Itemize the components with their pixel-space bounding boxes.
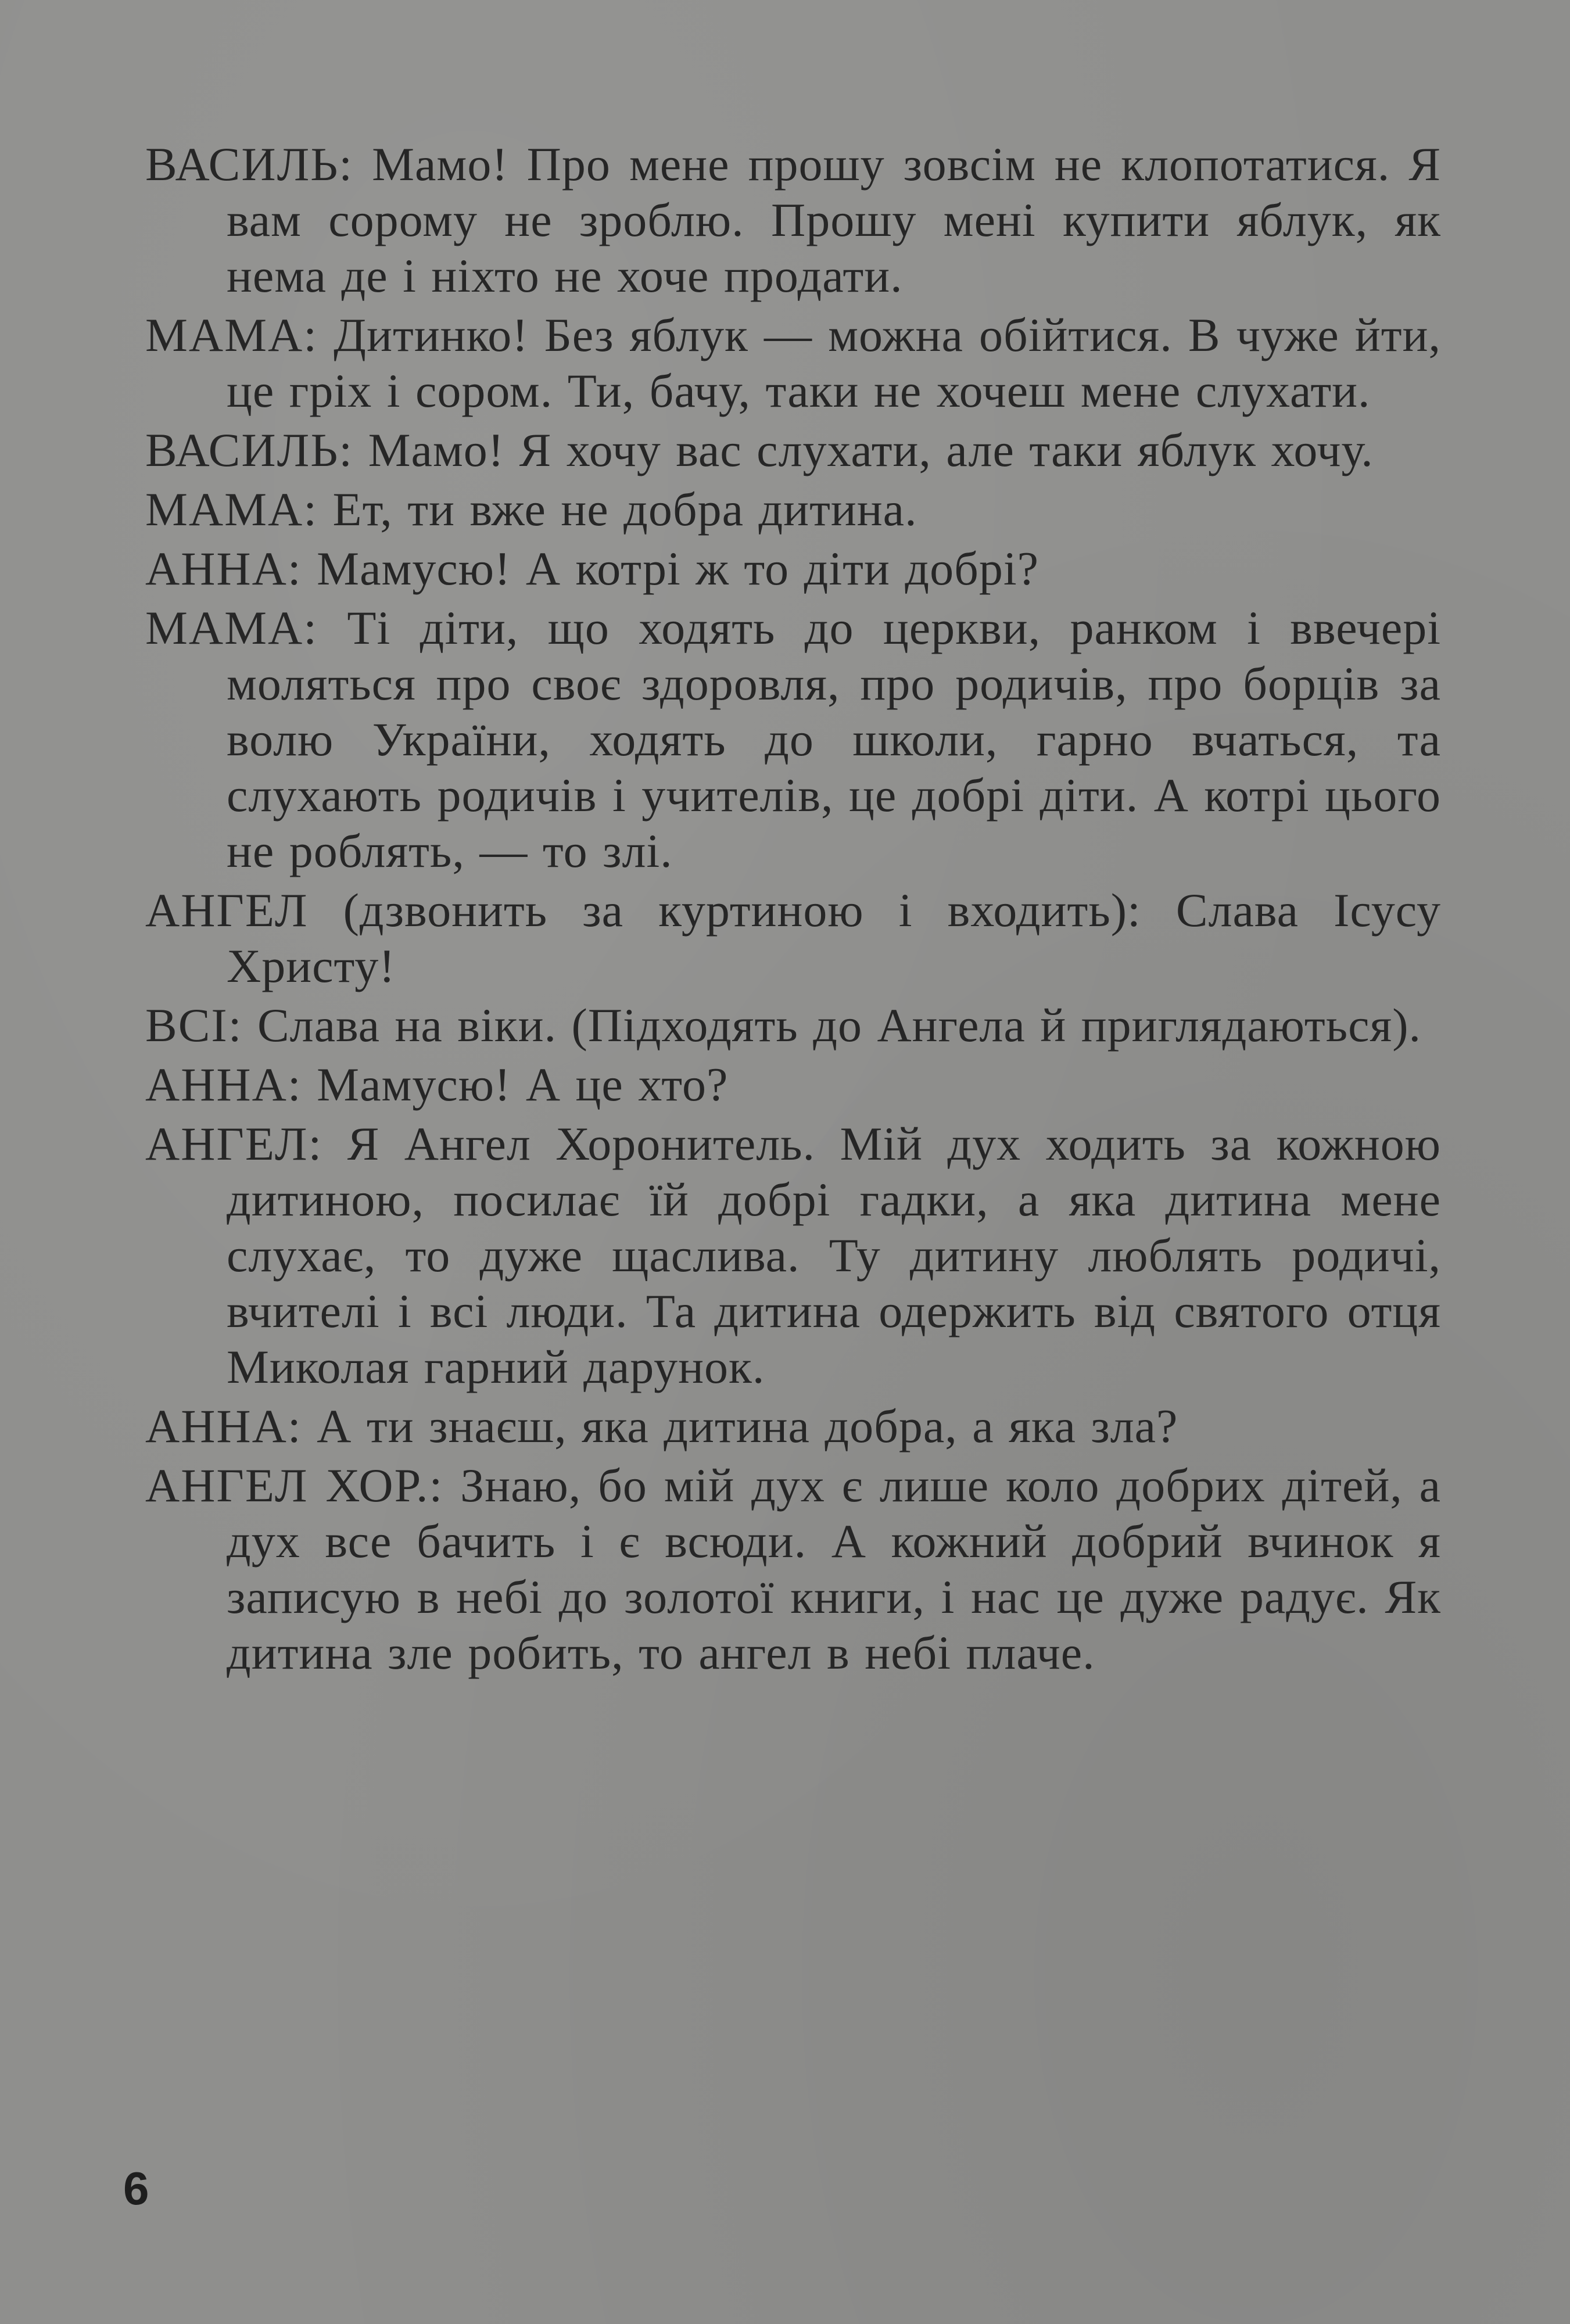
- speech-text: Мамусю! А це хто?: [317, 1058, 729, 1111]
- speaker-name: ВСІ:: [145, 999, 243, 1052]
- speech-anna-2: [145, 1057, 1441, 1113]
- speech-text: Ет, ти вже не добра дитина.: [332, 483, 917, 536]
- speaker-name: МАМА:: [145, 483, 318, 536]
- speech-anna-1: [145, 541, 1441, 597]
- speaker-name: ВАСИЛЬ:: [145, 424, 354, 476]
- play-text: [145, 137, 1441, 1684]
- speech-text: Слава на віки. (Підходять до Ангела й приглядаються).: [257, 999, 1422, 1052]
- speech-mama-3: [145, 600, 1441, 879]
- speech-text: Мамо! Я хочу вас слухати, але таки яблук хочу.: [368, 424, 1374, 476]
- speech-text: Мамо! Про мене прошу зовсім не клопотатися. Я вам сорому не зроблю. Прошу мені купити яблук, як нема де і ніхто не хоче продати.: [227, 138, 1442, 302]
- speech-text: Я Ангел Хоронитель. Мій дух ходить за кожною дитиною, посилає їй добрі гадки, а яка дитина мене слухає, то дуже щаслива. Ту дитину люблять родичі, вчителі і всі люди. Та дитина одержить від святого отця Миколая гарний дарунок.: [227, 1117, 1442, 1393]
- speaker-name: АННА:: [145, 1058, 302, 1111]
- speech-text: Дитинко! Без яблук — можна обійтися. В чуже йти, це гріх і сором. Ти, бачу, таки не хочеш мене слухати.: [227, 309, 1441, 417]
- speaker-name: АННА:: [145, 1400, 302, 1452]
- speech-text: А ти знаєш, яка дитина добра, а яка зла?: [317, 1400, 1178, 1452]
- speech-mama-2: [145, 482, 1441, 537]
- speaker-name: АНГЕЛ: [145, 884, 309, 937]
- speaker-name: МАМА:: [145, 601, 318, 654]
- speaker-name: МАМА:: [145, 309, 318, 361]
- speaker-name: АННА:: [145, 542, 302, 595]
- speech-vasyl-2: [145, 422, 1441, 478]
- speaker-name: ВАСИЛЬ:: [145, 138, 354, 191]
- speaker-name: АНГЕЛ:: [145, 1117, 323, 1170]
- speech-anna-3: [145, 1398, 1441, 1454]
- speech-text: Мамусю! А котрі ж то діти добрі?: [317, 542, 1039, 595]
- speech-text: Ті діти, що ходять до церкви, ранком і ввечері моляться про своє здоровля, про родичів, про борців за волю України, ходять до школи, гарно вчаться, та слухають родичів і учителів, це добрі діти. А котрі цього не роблять, — то злі.: [227, 601, 1441, 877]
- speech-text: Знаю, бо мій дух є лише коло добрих дітей, а дух все бачить і є всюди. А кожний добрий вчинок я записую в небі до золотої книги, і нас це дуже радує. Як дитина зле робить, то ангел в небі плаче.: [227, 1459, 1441, 1679]
- speech-mama-1: [145, 307, 1441, 419]
- speech-text: (дзвонить за куртиною і входить): Слава Ісусу Христу!: [227, 884, 1442, 992]
- speech-vasyl-1: [145, 137, 1441, 304]
- speech-angel-1: [145, 883, 1441, 994]
- speech-all-1: [145, 998, 1441, 1053]
- speech-angel-3: [145, 1458, 1441, 1681]
- speech-angel-2: [145, 1116, 1441, 1395]
- page-number: 6: [123, 2162, 149, 2214]
- speaker-name: АНГЕЛ ХОР.:: [145, 1459, 444, 1512]
